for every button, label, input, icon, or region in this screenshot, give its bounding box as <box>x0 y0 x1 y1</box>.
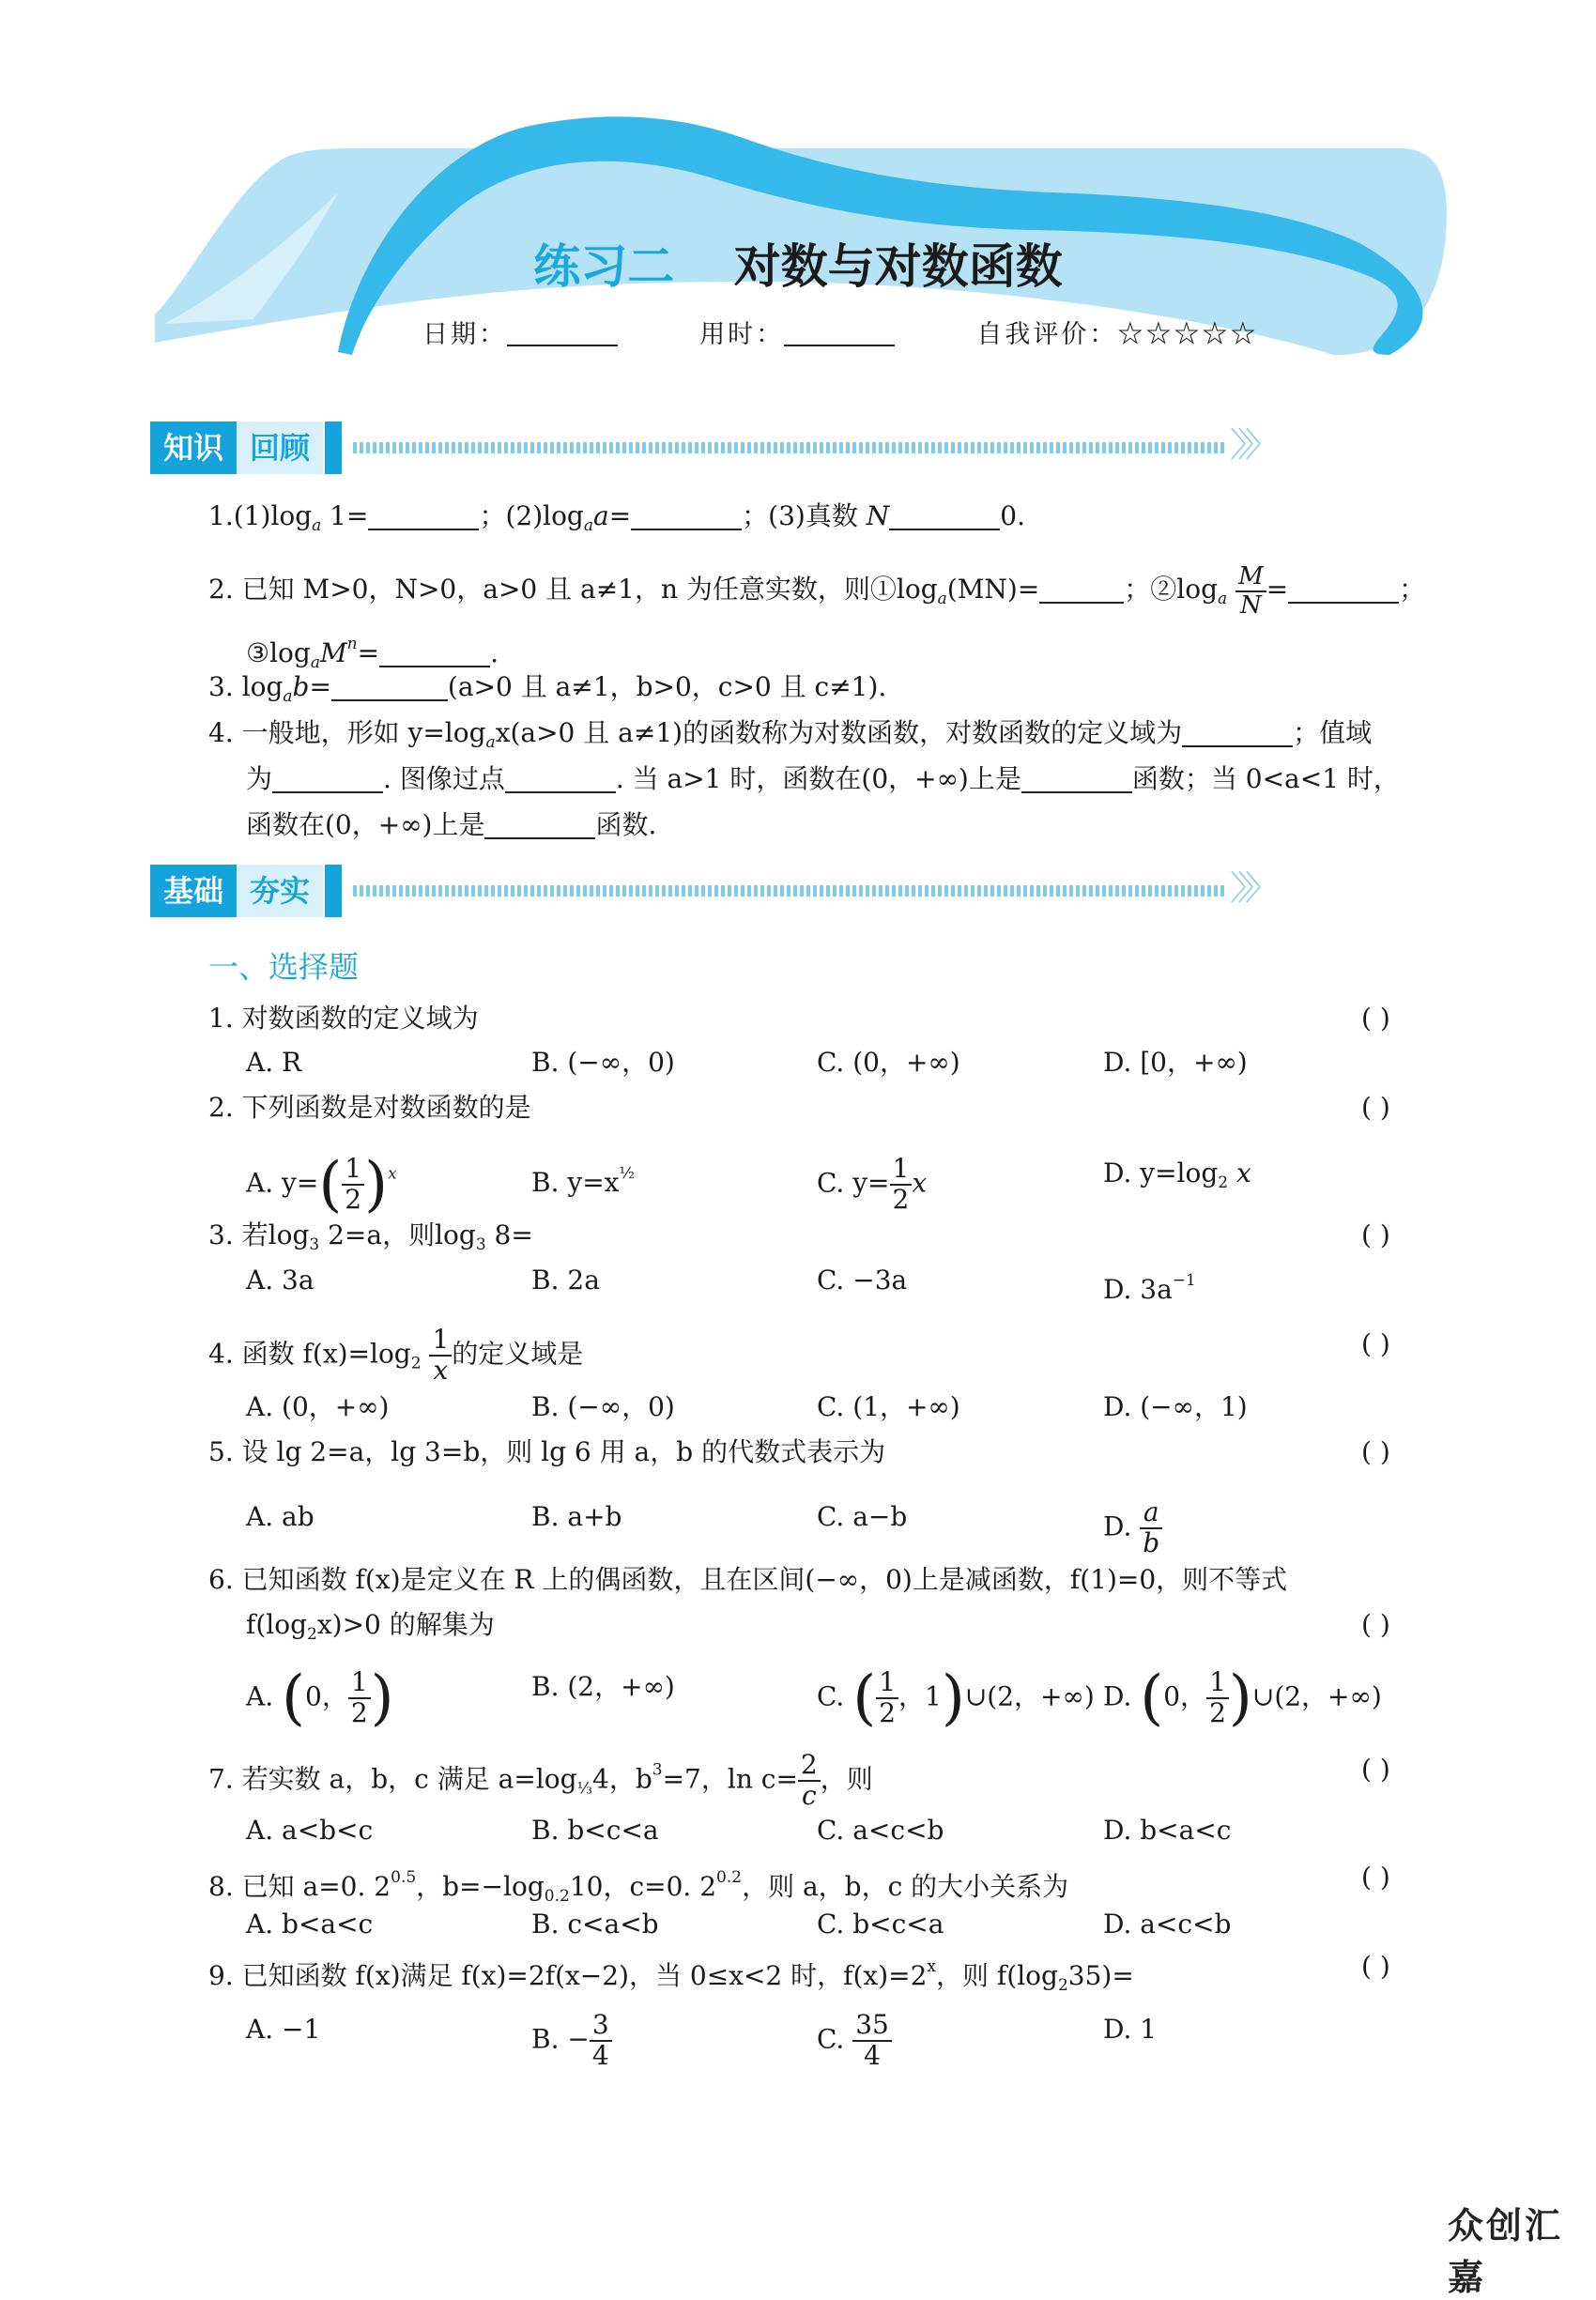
star-rating[interactable]: ☆☆☆☆☆ <box>1117 320 1259 349</box>
option-c[interactable]: C. b<c<a <box>817 1909 944 1940</box>
question-5: 5. 设 lg 2=a，lg 3=b，则 lg 6 用 a，b 的代数式表示为 <box>208 1436 886 1467</box>
answer-blank[interactable] <box>1039 575 1124 604</box>
section-review-dark: 知识 <box>150 422 237 474</box>
answer-blank[interactable] <box>368 502 479 530</box>
question-1: 1. 对数函数的定义域为 <box>208 1003 479 1034</box>
answer-blank[interactable] <box>631 502 742 530</box>
option-d[interactable]: D. (0， $\frac{1}{2}$ )∪(2，+∞) <box>1103 1663 1382 1733</box>
section-review-light: 回顾 <box>237 422 323 474</box>
section-basics-header <box>150 865 1277 917</box>
review-q2: 2. 已知 M>0，N>0，a>0 且 a≠1，n 为任意实数，则$①\log_a(MN)=$ ；$②\log_a$ $\frac{M}{N}$ = ； <box>208 562 1426 620</box>
answer-blank[interactable] <box>331 673 448 701</box>
answer-paren[interactable]: ( ) <box>1361 1436 1390 1467</box>
answer-blank[interactable] <box>484 811 595 839</box>
option-c[interactable]: C. a−b <box>817 1501 908 1532</box>
answer-blank[interactable] <box>1182 719 1293 747</box>
option-b[interactable]: B. (−∞，0) <box>531 1391 675 1422</box>
answer-paren[interactable]: ( ) <box>1361 1951 1390 1982</box>
dotted-rule <box>353 442 1226 453</box>
question-6-line2: $f(\log_2x)>0$ 的解集为 <box>246 1609 495 1644</box>
review-q1: $1.(1)\log_a$ 1= ；$(2)\log_aa=$ ；(3)真数 N 0. <box>208 500 1025 535</box>
option-c[interactable]: C. a<c<b <box>817 1815 944 1846</box>
option-d[interactable]: D. (−∞，1) <box>1103 1391 1248 1422</box>
option-a[interactable]: A. −1 <box>246 2014 321 2045</box>
option-c[interactable]: C. (0，+∞) <box>817 1047 960 1078</box>
option-d[interactable]: D. $3a^{-1}$ <box>1103 1271 1196 1305</box>
date-label: 日期： <box>422 320 507 349</box>
title-number: 练习二 <box>533 239 675 294</box>
option-c[interactable]: C. y= $\frac{1}{2}$ x <box>817 1153 928 1215</box>
option-d[interactable]: D. [0，+∞) <box>1103 1047 1248 1078</box>
answer-paren[interactable]: ( ) <box>1361 1092 1390 1123</box>
section-bar <box>325 865 342 917</box>
option-a[interactable]: A. b<a<c <box>246 1909 374 1940</box>
question-3: 3. 若$\log_3 2=a$，则$\log_3 8=$ <box>208 1219 533 1254</box>
answer-paren[interactable]: ( ) <box>1361 1862 1390 1893</box>
review-q4: 4. 一般地，形如 $y=\log_ax(a>0$ 且 a≠1)的函数称为对数函数，对数函数的定义域为 ；值域 <box>208 717 1373 752</box>
option-a[interactable]: A. R <box>246 1047 302 1078</box>
time-label: 用时： <box>699 320 785 349</box>
question-9: 9. 已知函数 f(x)满足 f(x)=2f(x−2)，当 0≤x<2 时，$f(x)=2^x$，则 $f(\log_235)=$ <box>208 1957 1134 1995</box>
answer-blank[interactable] <box>505 765 616 793</box>
review-q2-line2: $③\log_aM^n=$ . <box>246 635 499 672</box>
page-title <box>0 229 1596 297</box>
dotted-rule <box>353 885 1226 897</box>
section-review-header <box>150 422 1277 474</box>
option-d[interactable]: D. b<a<c <box>1103 1815 1232 1846</box>
chevrons-icon: 〉〉〉 <box>1230 869 1270 908</box>
review-q4-line2: 为 . 图像过点 . 当 a>1 时，函数在(0，+∞)上是 函数；当 0<a<1 时， <box>246 763 1400 794</box>
chevrons-icon: 〉〉〉 <box>1230 426 1270 465</box>
option-b[interactable]: B. − $\frac{3}{4}$ <box>531 2011 612 2071</box>
answer-paren[interactable]: ( ) <box>1361 1219 1390 1250</box>
option-b[interactable]: B. b<c<a <box>531 1815 659 1846</box>
meta-row <box>422 314 1258 350</box>
answer-paren[interactable]: ( ) <box>1361 1003 1390 1034</box>
answer-blank[interactable] <box>1288 575 1399 604</box>
option-b[interactable]: B. $y=x^{\frac{1}{2}}$ <box>531 1164 635 1198</box>
choice-heading: 一、选择题 <box>208 949 360 985</box>
question-7: 7. 若实数 a，b，c 满足 $a=\log_{\frac{1}{3}}4$，$b^3=7$，ln c= $\frac{2}{c}$ ，则 <box>208 1749 873 1811</box>
option-a[interactable]: A. (0， $\frac{1}{2}$ ) <box>246 1663 394 1733</box>
option-d[interactable]: D. $y=\log_2$ x <box>1103 1158 1251 1192</box>
answer-paren[interactable]: ( ) <box>1361 1609 1390 1640</box>
option-d[interactable]: D. a<c<b <box>1103 1909 1232 1940</box>
option-c[interactable]: C. $\frac{35}{4}$ <box>817 2011 892 2071</box>
answer-paren[interactable]: ( ) <box>1361 1328 1390 1359</box>
question-2: 2. 下列函数是对数函数的是 <box>208 1092 531 1123</box>
watermark-logo: 众创汇嘉 <box>1448 2205 1564 2298</box>
option-b[interactable]: B. (−∞，0) <box>531 1047 675 1078</box>
review-q3: 3. $\log_ab= (a>0$ 且 a≠1，b>0，c>0 且 c≠1). <box>208 671 887 706</box>
time-blank[interactable] <box>784 322 895 346</box>
question-4: 4. 函数 $f(x)=\log_2$ $\frac{1}{x}$ 的定义域是 <box>208 1324 584 1386</box>
date-blank[interactable] <box>507 322 618 346</box>
review-q4-line3: 函数在(0，+∞)上是 函数. <box>246 809 657 840</box>
section-bar <box>325 422 342 474</box>
option-c[interactable]: C. −3a <box>817 1265 908 1296</box>
answer-blank[interactable] <box>379 639 490 667</box>
option-c[interactable]: C. ( $\frac{1}{2}$ ，1)∪(2，+∞) <box>817 1663 1095 1733</box>
option-b[interactable]: B. a+b <box>531 1501 622 1532</box>
title-main: 对数与对数函数 <box>733 239 1063 294</box>
question-8: 8. 已知 a=0. $2^{0.5}$，$b=-\log_{0.2}10$，c=0. $2^{0.2}$，则 a，b，c 的大小关系为 <box>208 1868 1069 1906</box>
question-6: 6. 已知函数 f(x)是定义在 R 上的偶函数，且在区间(−∞，0)上是减函数，f(1)=0，则不等式 <box>208 1564 1288 1595</box>
option-c[interactable]: C. (1，+∞) <box>817 1391 960 1422</box>
section-basics-dark: 基础 <box>150 865 237 917</box>
option-d[interactable]: D. 1 <box>1103 2014 1158 2045</box>
option-b[interactable]: B. 2a <box>531 1265 600 1296</box>
answer-blank[interactable] <box>272 765 383 793</box>
option-a[interactable]: A. a<b<c <box>246 1815 374 1846</box>
answer-blank[interactable] <box>889 502 1000 530</box>
option-a[interactable]: A. ab <box>246 1501 315 1532</box>
section-basics-light: 夯实 <box>237 865 323 917</box>
option-a[interactable]: A. y=( $\frac{1}{2}$ )$^x$ <box>246 1149 397 1219</box>
answer-paren[interactable]: ( ) <box>1361 1754 1390 1785</box>
answer-blank[interactable] <box>1021 765 1132 793</box>
option-a[interactable]: A. (0，+∞) <box>246 1391 390 1422</box>
option-d[interactable]: D. $\frac{a}{b}$ <box>1103 1498 1162 1558</box>
option-b[interactable]: B. c<a<b <box>531 1909 659 1940</box>
option-a[interactable]: A. 3a <box>246 1265 315 1296</box>
option-b[interactable]: B. (2，+∞) <box>531 1671 675 1702</box>
eval-label: 自我评价： <box>976 320 1118 349</box>
